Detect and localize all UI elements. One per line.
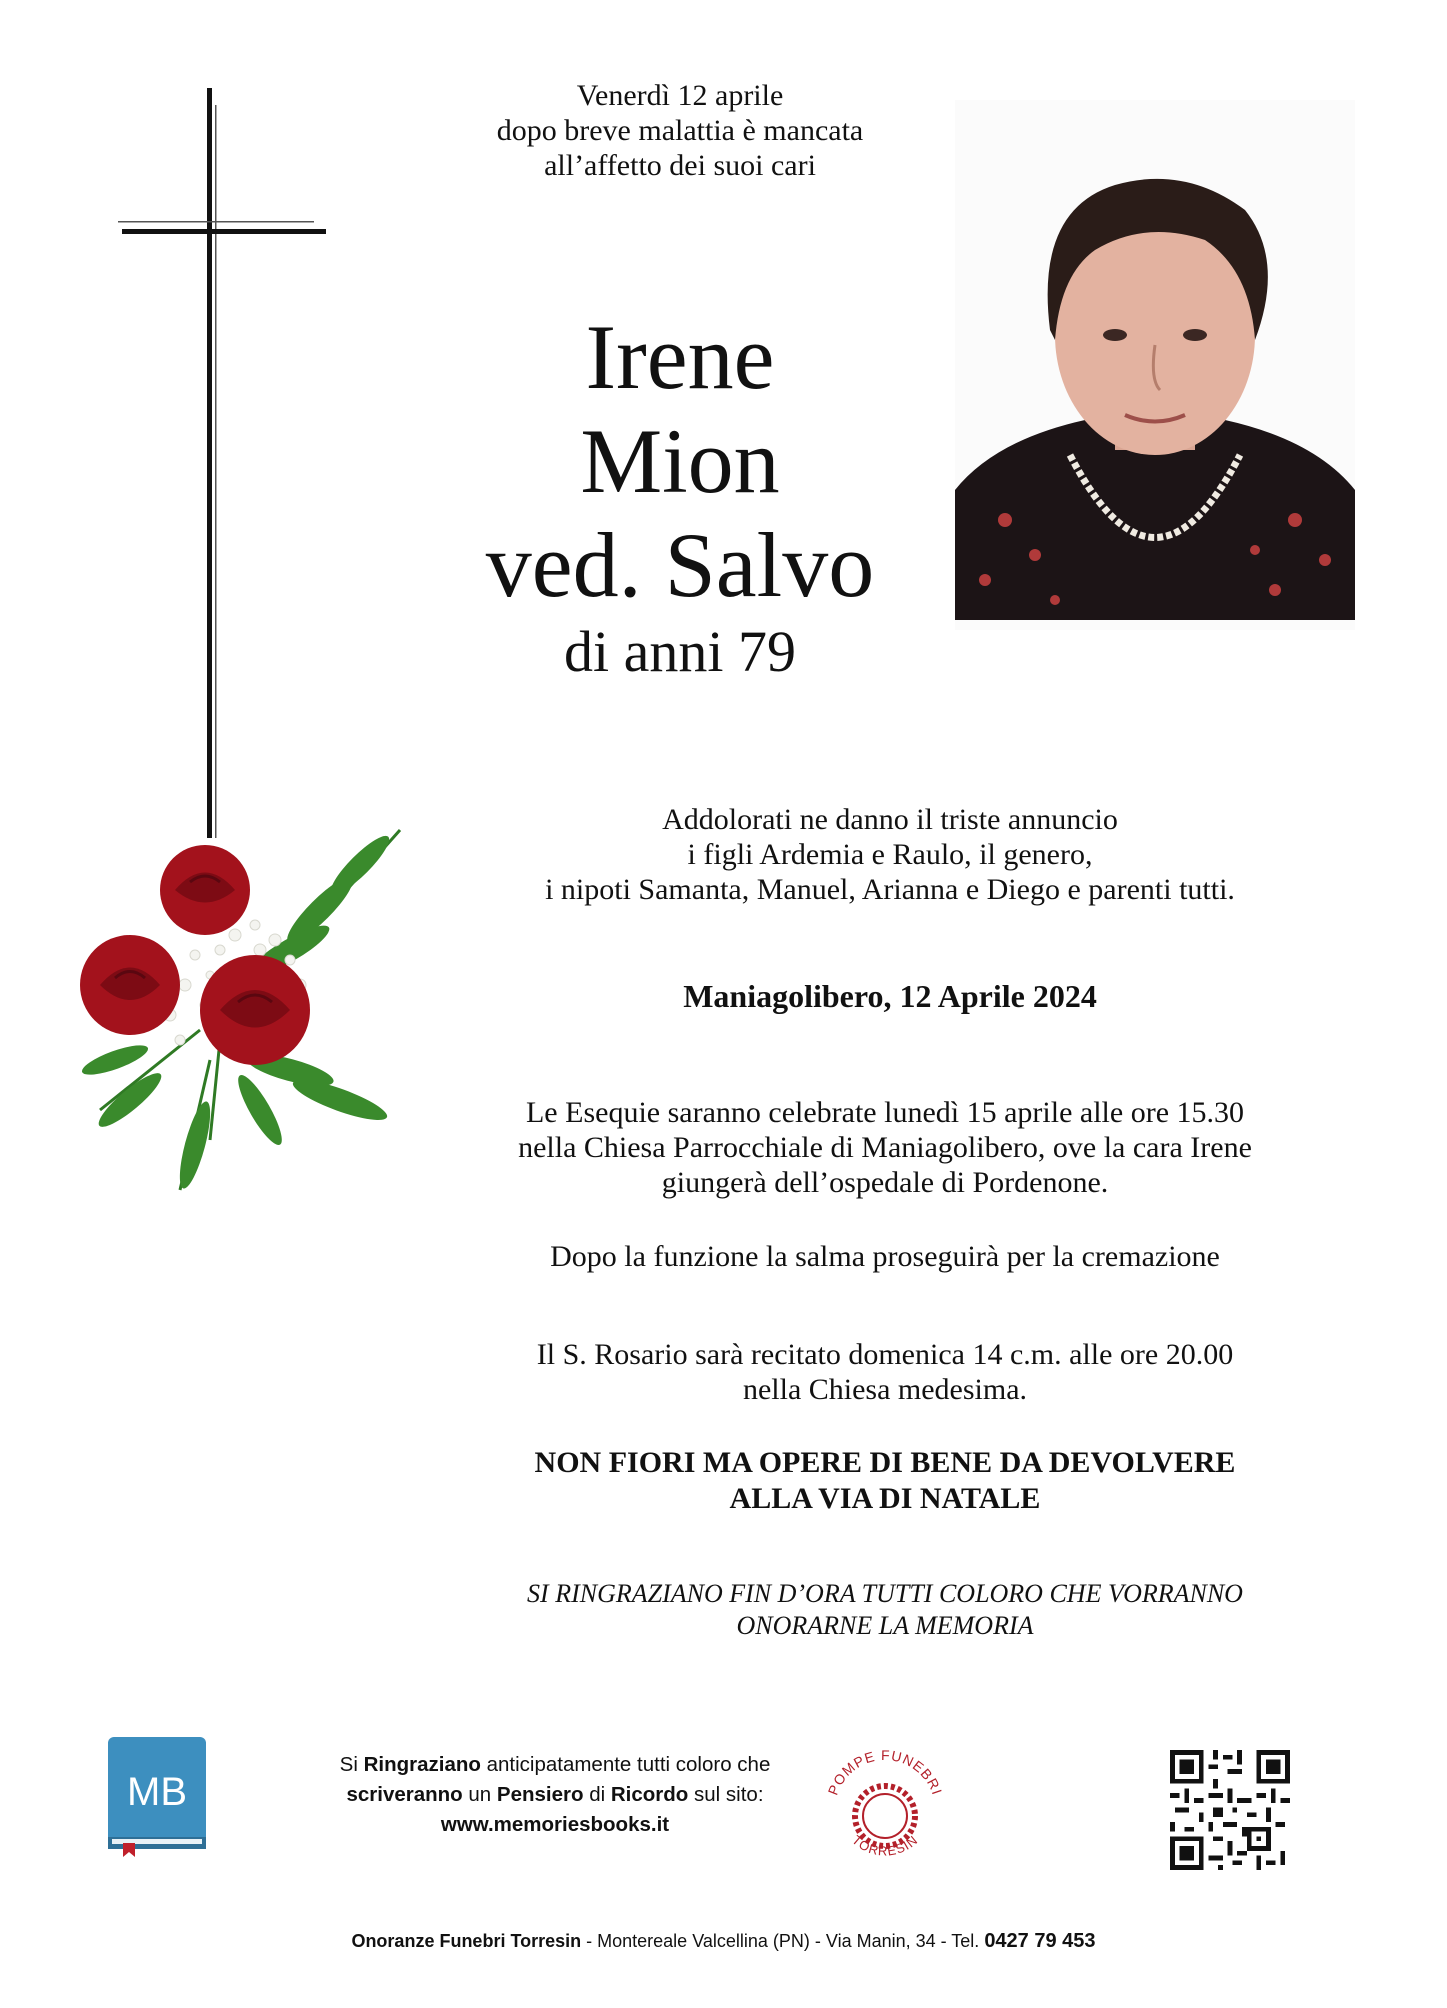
- announcement-line: i nipoti Samanta, Manuel, Arianna e Diego e parenti tutti.: [545, 873, 1235, 906]
- rose-bouquet-icon: [60, 810, 410, 1195]
- cremation-note: Dopo la funzione la salma proseguirà per la cremazione: [550, 1240, 1220, 1273]
- footer-text: di: [583, 1783, 611, 1806]
- footer-text-bold: scriveranno: [346, 1783, 463, 1806]
- footer-text-bold: Ricordo: [610, 1783, 689, 1806]
- footer-thanks: [290, 1750, 820, 1840]
- footer-text: un: [462, 1783, 497, 1806]
- announcement-line: Addolorati ne danno il triste annuncio: [662, 803, 1118, 836]
- widow-of: ved. Salvo: [485, 514, 875, 616]
- qr-code-icon[interactable]: [1170, 1750, 1290, 1870]
- portrait-photo: [955, 100, 1355, 630]
- rosary-line: Il S. Rosario sarà recitato domenica 14 c.m. alle ore 20.00: [536, 1338, 1234, 1371]
- intro-text: [400, 78, 960, 183]
- funeral-details: [440, 1095, 1330, 1200]
- first-name: Irene: [585, 306, 775, 408]
- footer-text: Si: [339, 1753, 364, 1776]
- footer-text-bold: Pensiero: [496, 1783, 584, 1806]
- funeral-line: nella Chiesa Parrocchiale di Maniagolibero, ove la cara Irene: [518, 1131, 1252, 1164]
- company-name: Onoranze Funebri Torresin: [351, 1931, 582, 1951]
- funeral-line: giungerà dell’ospedale di Pordenone.: [661, 1166, 1109, 1199]
- request-line: NON FIORI MA OPERE DI BENE DA DEVOLVERE: [534, 1446, 1236, 1479]
- website-link[interactable]: www.memoriesbooks.it: [440, 1813, 670, 1836]
- footer-contact: [0, 1930, 1447, 1953]
- age: di anni 79: [564, 619, 796, 684]
- mb-logo-text: MB: [127, 1770, 187, 1814]
- company-address: - Montereale Valcellina (PN) - Via Manin, 34 - Tel.: [581, 1931, 985, 1951]
- intro-line: all’affetto dei suoi cari: [544, 149, 816, 182]
- torresin-seal-icon: [815, 1740, 955, 1880]
- footer-text: anticipatamente tutti coloro che: [480, 1753, 771, 1776]
- intro-line: dopo breve malattia è mancata: [496, 114, 864, 147]
- thanks-note: [440, 1578, 1330, 1642]
- deceased-name-block: [420, 305, 940, 687]
- svg-text:POMPE FUNEBRI: [825, 1747, 946, 1797]
- place-date: Maniagolibero, 12 Aprile 2024: [683, 978, 1097, 1014]
- seal-top-text: POMPE FUNEBRI: [824, 1746, 946, 1798]
- footer-text-bold: Ringraziano: [363, 1753, 481, 1776]
- thanks-line: SI RINGRAZIANO FIN D’ORA TUTTI COLORO CHE VORRANNO: [527, 1579, 1243, 1608]
- rosary-details: [440, 1337, 1330, 1407]
- intro-line: Venerdì 12 aprile: [576, 79, 784, 112]
- company-phone: 0427 79 453: [984, 1930, 1096, 1952]
- rosary-line: nella Chiesa medesima.: [742, 1373, 1028, 1406]
- donation-request: [440, 1445, 1330, 1517]
- funeral-line: Le Esequie saranno celebrate lunedì 15 aprile alle ore 15.30: [525, 1096, 1245, 1129]
- announcement-line: i figli Ardemia e Raulo, il genero,: [687, 838, 1093, 871]
- request-line: ALLA VIA DI NATALE: [729, 1482, 1041, 1515]
- seal-bottom-text: TORRESIN: [849, 1832, 921, 1859]
- thanks-line: ONORARNE LA MEMORIA: [736, 1611, 1034, 1640]
- last-name: Mion: [580, 410, 780, 512]
- memoriesbooks-logo-icon[interactable]: [108, 1737, 208, 1857]
- cross-icon: [110, 85, 330, 845]
- footer-text: sul sito:: [688, 1783, 764, 1806]
- announcement: [470, 802, 1310, 907]
